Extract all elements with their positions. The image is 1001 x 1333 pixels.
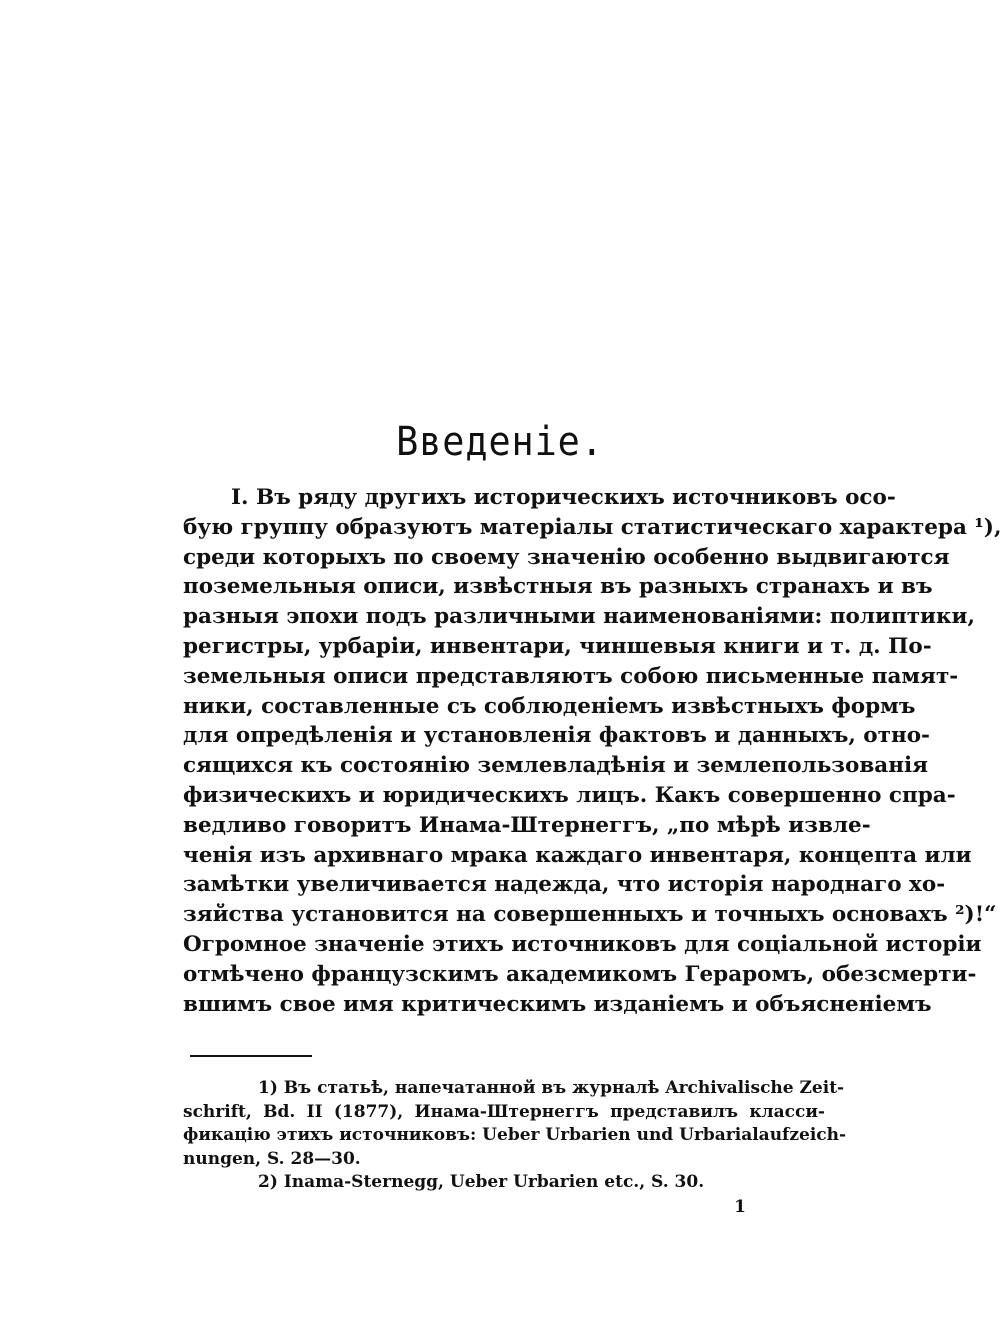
- body-line: Огромное значеніе этихъ источниковъ для соціальной исторіи: [183, 931, 982, 957]
- body-text: [183, 483, 1001, 1019]
- body-line: сящихся къ состоянію землевладѣнія и землепользованія: [183, 753, 929, 779]
- body-line: среди которыхъ по своему значенію особенно выдвигаются: [183, 544, 950, 570]
- body-line: земельныя описи представляютъ собою письменные памят-: [183, 663, 959, 689]
- footnote-line: schrift, Bd. II (1877), Инама-Штернеггъ представилъ класси-: [183, 1101, 825, 1122]
- footnote-divider: [190, 1055, 312, 1057]
- body-line: зяйства установится на совершенныхъ и точныхъ основахъ ²)!“: [183, 902, 997, 928]
- body-line: поземельныя описи, извѣстныя въ разныхъ странахъ и въ: [183, 574, 933, 600]
- page-title: Введеніе.: [396, 419, 604, 465]
- footnote-line: фикацію этихъ источниковъ: Ueber Urbarien und Urbarialaufzeich-: [183, 1125, 847, 1146]
- footnote-line: 1) Въ статьѣ, напечатанной въ журналѣ Archivalische Zeit-: [258, 1078, 845, 1098]
- body-line: регистры, урбаріи, инвентари, чиншевыя книги и т. д. По-: [183, 633, 932, 659]
- body-line: замѣтки увеличивается надежда, что исторія народнаго хо-: [183, 872, 946, 898]
- body-line: отмѣчено французскимъ академикомъ Гераромъ, обезсмерти-: [183, 961, 977, 987]
- footnote-line: nungen, S. 28—30.: [183, 1148, 361, 1169]
- body-line: I. Въ ряду другихъ историческихъ источниковъ осо-: [231, 485, 896, 510]
- body-line: для опредѣленія и установленія фактовъ и данныхъ, отно-: [183, 723, 930, 749]
- body-line: разныя эпохи подъ различными наименованіями: полиптики,: [183, 604, 975, 630]
- page-number: 1: [734, 1197, 746, 1217]
- body-line: ники, составленные съ соблюденіемъ извѣстныхъ формъ: [183, 693, 916, 719]
- footnote-line: 2) Inama-Sternegg, Ueber Urbarien etc., S. 30.: [258, 1172, 705, 1193]
- body-line: бую группу образуютъ матеріалы статистическаго характера ¹),: [183, 514, 1001, 540]
- body-line: физическихъ и юридическихъ лицъ. Какъ совершенно спра-: [183, 782, 956, 808]
- body-line: ченія изъ архивнаго мрака каждаго инвентаря, концепта или: [183, 842, 972, 868]
- body-line: ведливо говоритъ Инама-Штернеггъ, „по мѣрѣ извле-: [183, 812, 871, 838]
- footnotes: [183, 1077, 847, 1195]
- body-line: вшимъ свое имя критическимъ изданіемъ и объясненіемъ: [183, 991, 932, 1017]
